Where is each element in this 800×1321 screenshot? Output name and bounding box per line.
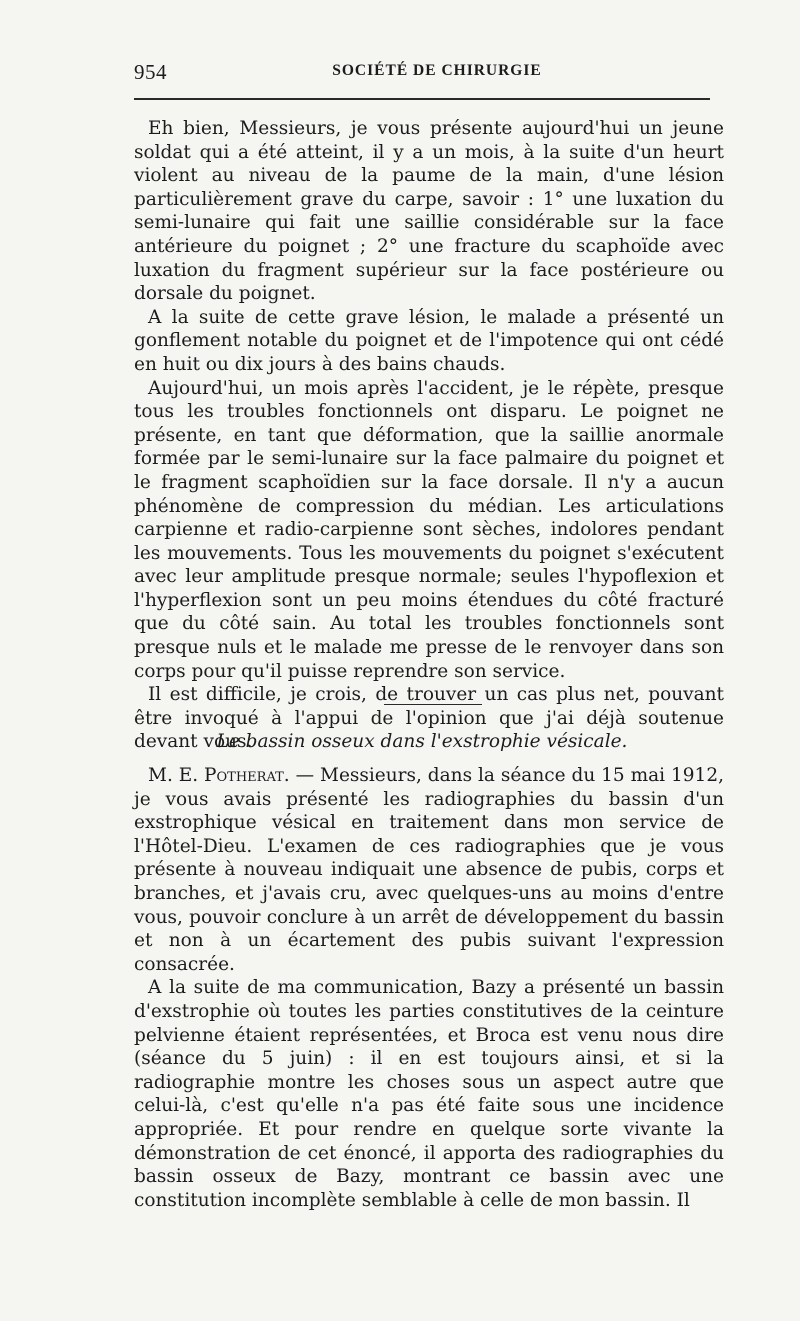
speaker-prefix: M. E. — [148, 765, 205, 786]
paragraph: Aujourd'hui, un mois après l'accident, je le répète, presque tous les troubles fonctionnels ont disparu. Le poignet ne présente, en tant que déformation, que la saillie anormale formée par le semi-lunaire sur la face palmaire du poignet et le fragment scaphoïdien sur la face dorsale. Il n'y a aucun phénomène de compression du médian. Les articulations carpienne et radio-carpienne sont sèches, indolores pendant les mouvements. Tous les mouvements du poignet s'exécutent avec leur amplitude presque normale; seules l'hypoflexion et l'hyperflexion sont un peu moins étendues du côté fracturé que du côté sain. Au total les troubles fonctionnels sont presque nuls et le malade me presse de le renvoyer dans son corps pour qu'il puisse reprendre son service. — [134, 377, 724, 682]
speaker-name: Potherat — [204, 765, 284, 786]
paragraph: Eh bien, Messieurs, je vous présente aujourd'hui un jeune soldat qui a été atteint, il y a un mois, à la suite d'un heurt violent au niveau de la paume de la main, d'une lésion particulièrement grave du carpe, savoir : 1° une luxation du semi-lunaire qui fait une saillie considérable sur la face antérieure du poignet ; 2° une fracture du scaphoïde avec luxation du fragment supérieur sur la face postérieure ou dorsale du poignet. — [134, 118, 724, 305]
running-head: SOCIÉTÉ DE CHIRURGIE — [332, 62, 542, 79]
section-title: Le bassin osseux dans l'exstrophie vésicale. — [216, 731, 628, 752]
body-text-bottom — [134, 764, 724, 1212]
paragraph — [134, 764, 724, 976]
paragraph-text: . — Messieurs, dans la séance du 15 mai 1912, je vous avais présenté les radiographies du bassin d'un exstrophique vésical en traitement dans mon service de l'Hôtel-Dieu. L'examen de ces radiographies que je vous présente à nouveau indiquait une absence de pubis, corps et branches, et j'avais cru, avec quelques-uns au moins d'entre vous, pouvoir conclure à un arrêt de développement du bassin et non à un écartement des pubis suivant l'expression consacrée. — [134, 765, 724, 975]
section-separator — [384, 704, 482, 705]
paragraph: A la suite de ma communication, Bazy a présenté un bassin d'exstrophie où toutes les parties constitutives de la ceinture pelvienne étaient représentées, et Broca est venu nous dire (séance du 5 juin) : il en est toujours ainsi, et si la radiographie montre les choses sous un aspect autre que celui-là, c'est qu'elle n'a pas été faite sous une incidence appropriée. Et pour rendre en quelque sorte vivante la démonstration de cet énoncé, il apporta des radiographies du bassin osseux de Bazy, montrant ce bassin avec une constitution incomplète semblable à celle de mon bassin. Il — [134, 977, 724, 1211]
header-rule — [134, 98, 710, 100]
body-text-top — [134, 117, 724, 754]
page-number: 954 — [134, 60, 167, 84]
paragraph: A la suite de cette grave lésion, le malade a présenté un gonflement notable du poignet et de l'impotence qui ont cédé en huit ou dix jours à des bains chauds. — [134, 306, 724, 375]
paragraph: Il est difficile, je crois, de trouver un cas plus net, pouvant être invoqué à l'appui de l'opinion que j'ai déjà soutenue devant vous. — [134, 684, 724, 753]
page-header — [134, 60, 710, 88]
